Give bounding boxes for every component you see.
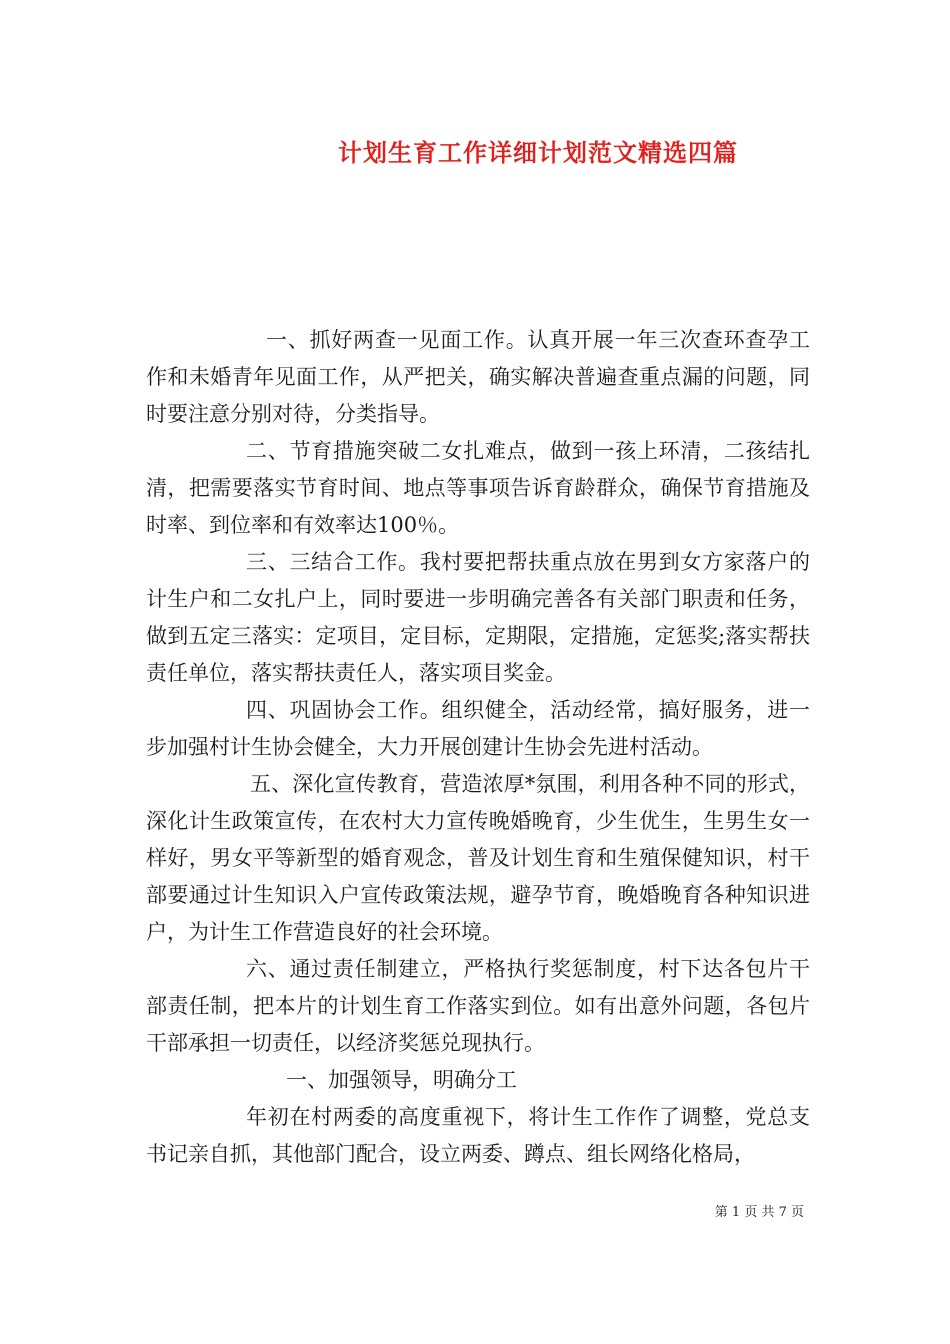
paragraph: 五、深化宣传教育，营造浓厚*氛围，利用各种不同的形式，深化计生政策宣传，在农村大力宣传晚婚晚育，少生优生，生男生女一样好，男女平等新型的婚育观念，普及计划生育和生殖保健知识，村干部要通过计生知识入户宣传政策法规，避孕节育，晚婚晚育各种知识进户，为计生工作营造良好的社会环境。 bbox=[146, 772, 810, 944]
page-title: 计划生育工作详细计划范文精选四篇 bbox=[338, 138, 738, 167]
paragraph: 二、节育措施突破二女扎难点，做到一孩上环清，二孩结扎清，把需要落实节育时间、地点等事项告诉育龄群众，确保节育措施及时率、到位率和有效率达100％。 bbox=[146, 439, 810, 537]
section-heading: 一、加强领导，明确分工 bbox=[286, 1068, 517, 1092]
paragraph: 四、巩固协会工作。组织健全，活动经常，搞好服务，进一步加强村计生协会健全，大力开展创建计生协会先进村活动。 bbox=[146, 698, 810, 759]
page-number: 第 1 页 共 7 页 bbox=[714, 1205, 804, 1220]
paragraph: 三、三结合工作。我村要把帮扶重点放在男到女方家落户的计生户和二女扎户上，同时要进一步明确完善各有关部门职责和任务，做到五定三落实：定项目，定目标，定期限，定措施，定惩奖;落实帮扶责任单位，落实帮扶责任人，落实项目奖金。 bbox=[146, 550, 810, 685]
paragraph: 一、抓好两查一见面工作。认真开展一年三次查环查孕工作和未婚青年见面工作，从严把关，确实解决普遍查重点漏的问题，同时要注意分别对待，分类指导。 bbox=[146, 328, 810, 426]
document-body bbox=[146, 322, 810, 1173]
paragraph: 六、通过责任制建立，严格执行奖惩制度，村下达各包片干部责任制，把本片的计划生育工作落实到位。如有出意外问题，各包片干部承担一切责任，以经济奖惩兑现执行。 bbox=[146, 957, 810, 1055]
paragraph: 年初在村两委的高度重视下，将计生工作作了调整，党总支书记亲自抓，其他部门配合，设立两委、蹲点、组长网络化格局， bbox=[146, 1105, 810, 1166]
